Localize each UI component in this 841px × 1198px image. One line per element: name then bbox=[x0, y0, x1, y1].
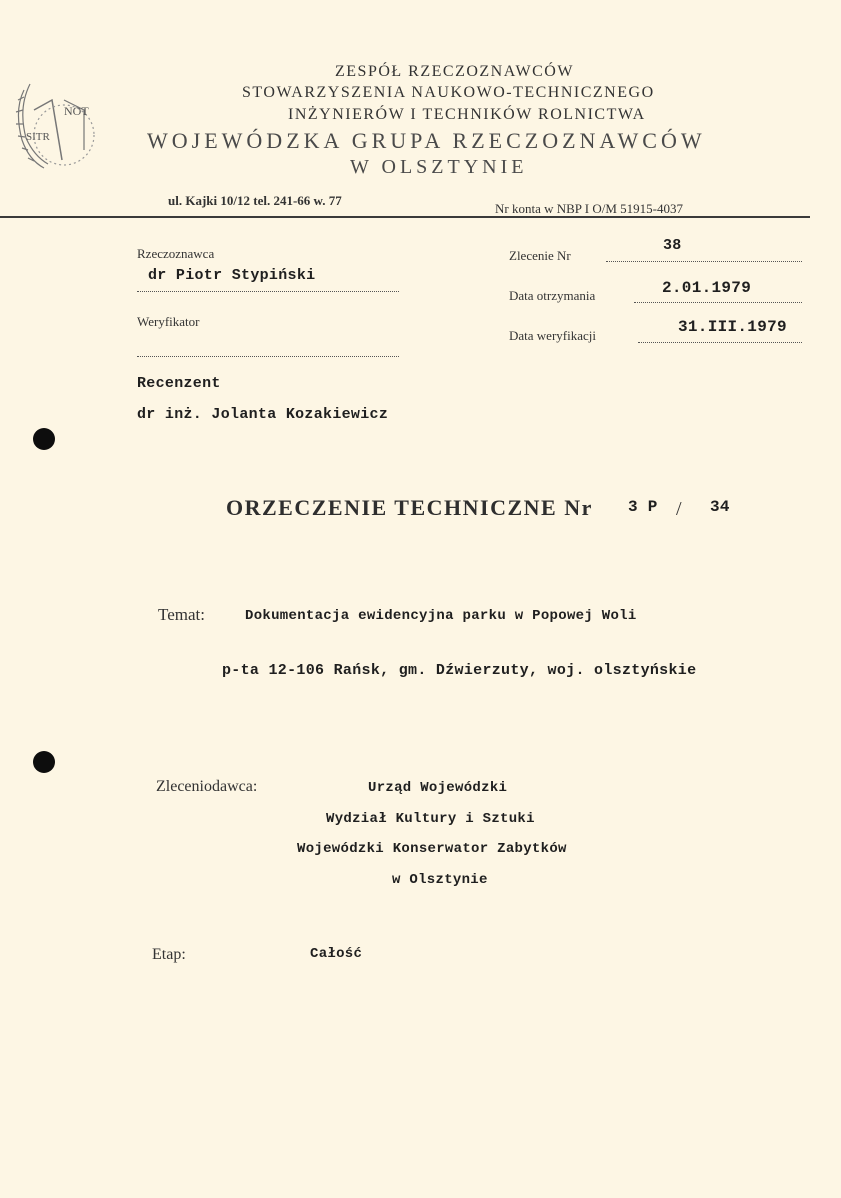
letterhead-line3: INŻYNIERÓW I TECHNIKÓW ROLNICTWA bbox=[288, 106, 646, 123]
client-line3: Wojewódzki Konserwator Zabytków bbox=[297, 841, 567, 857]
received-value: 2.01.1979 bbox=[662, 279, 752, 297]
letterhead-line2: STOWARZYSZENIA NAUKOWO-TECHNICZNEGO bbox=[242, 84, 655, 101]
punch-hole-bottom bbox=[33, 751, 55, 773]
title-number-part2: 34 bbox=[710, 498, 730, 516]
stage-value: Całość bbox=[310, 946, 363, 962]
verifier-dotline bbox=[137, 356, 399, 357]
client-line2: Wydział Kultury i Sztuki bbox=[326, 811, 535, 827]
order-dotline bbox=[606, 261, 802, 262]
reviewer-name: dr inż. Jolanta Kozakiewicz bbox=[137, 406, 389, 423]
letterhead-line1: ZESPÓŁ RZECZOZNAWCÓW bbox=[335, 63, 574, 80]
received-label: Data otrzymania bbox=[509, 288, 596, 303]
verification-value: 31.III.1979 bbox=[678, 318, 787, 336]
title-separator: / bbox=[676, 498, 682, 520]
client-label: Zleceniodawca: bbox=[156, 778, 258, 795]
order-label: Zlecenie Nr bbox=[509, 248, 571, 263]
subject-line1: Dokumentacja ewidencyjna parku w Popowej Woli bbox=[245, 608, 637, 624]
letterhead-line5: W OLSZTYNIE bbox=[350, 156, 528, 178]
title-number-part1: 3 P bbox=[628, 498, 658, 516]
expert-value: dr Piotr Stypiński bbox=[148, 267, 316, 284]
expert-label: Rzeczoznawca bbox=[137, 246, 215, 261]
expert-dotline bbox=[137, 291, 399, 292]
letterhead-line4: WOJEWÓDZKA GRUPA RZECZOZNAWCÓW bbox=[147, 128, 706, 153]
verification-dotline bbox=[638, 342, 802, 343]
order-value: 38 bbox=[663, 237, 682, 254]
logo-text-sitr: SITR bbox=[26, 131, 50, 143]
header-divider bbox=[0, 216, 810, 218]
client-line4: w Olsztynie bbox=[392, 872, 488, 888]
reviewer-label: Recenzent bbox=[137, 375, 221, 392]
client-line1: Urząd Wojewódzki bbox=[368, 780, 508, 796]
nots-sitr-logo bbox=[4, 70, 104, 180]
subject-line2: p-ta 12-106 Rańsk, gm. Dźwierzuty, woj. olsztyńskie bbox=[222, 662, 697, 679]
document-title: ORZECZENIE TECHNICZNE Nr bbox=[226, 495, 593, 520]
punch-hole-top bbox=[33, 428, 55, 450]
subject-label: Temat: bbox=[158, 605, 205, 624]
received-dotline bbox=[634, 302, 802, 303]
verifier-label: Weryfikator bbox=[137, 314, 200, 329]
bank-account-line: Nr konta w NBP I O/M 51915-4037 bbox=[495, 201, 684, 216]
address-line: ul. Kajki 10/12 tel. 241-66 w. 77 bbox=[168, 193, 342, 208]
logo-text-nots: NOT bbox=[64, 104, 89, 118]
stage-label: Etap: bbox=[152, 946, 186, 963]
verification-label: Data weryfikacji bbox=[509, 328, 596, 343]
